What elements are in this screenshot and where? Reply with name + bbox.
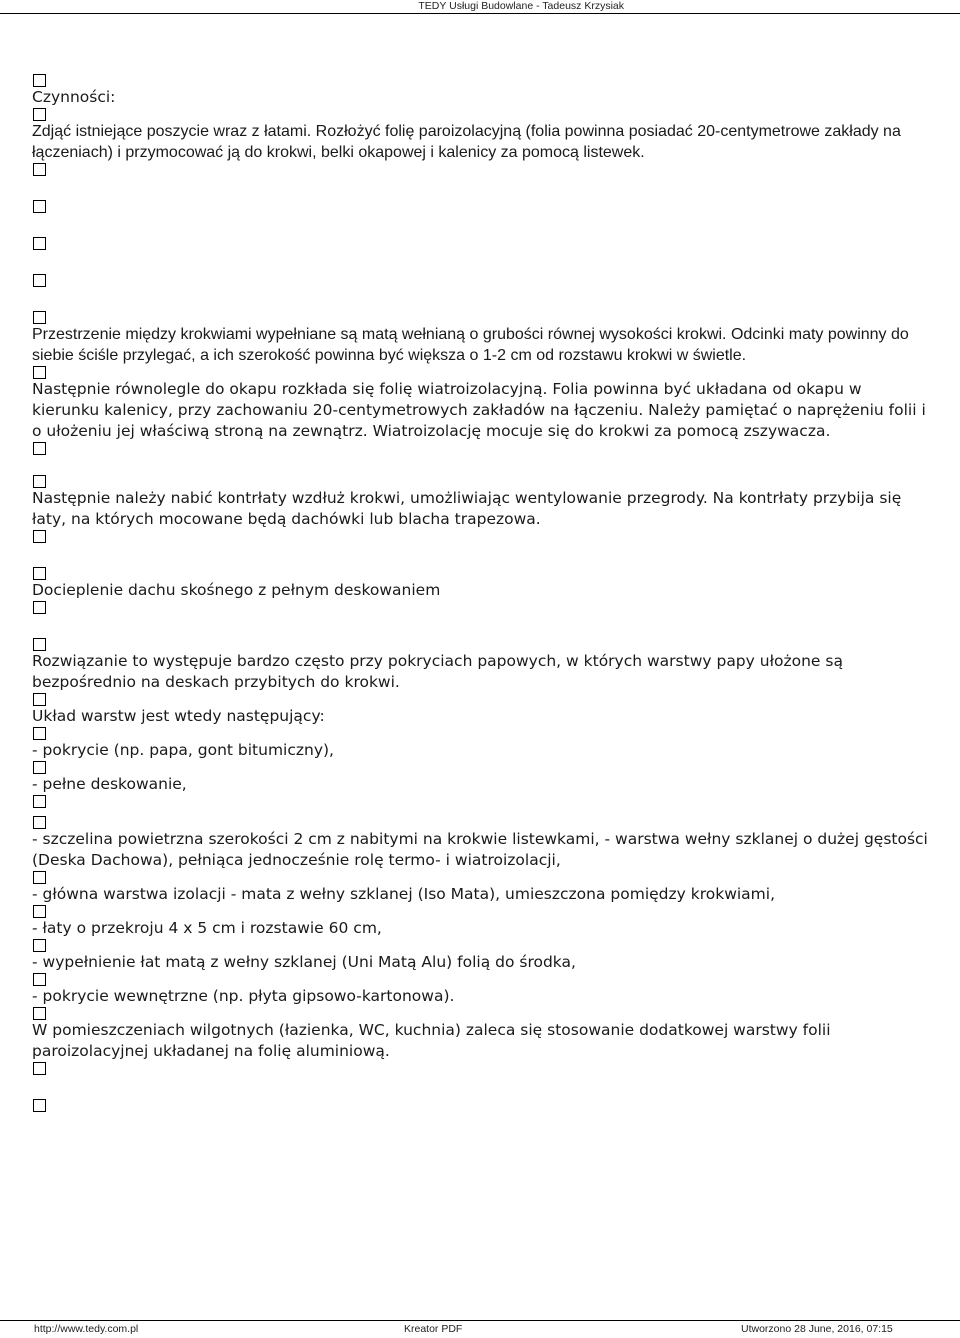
paragraph: Układ warstw jest wtedy następujący: [32,707,325,725]
paragraph: Przestrzenie między krokwiami wypełniane są matą wełnianą o grubości równej wysokości krokwi. Odcinki maty powinny do siebie ściśle przylegać, a ich szerokość powinna być większa o 1-2 cm od rozstawu krokwi w świetle. [32,326,909,364]
paragraph: Zdjąć istniejące poszycie wraz z łatami. Rozłożyć folię paroizolacyjną (folia powinna posiadać 20-centymetrowe zakłady na łączeniach) i przymocować ją do krokwi, belki okapowej i kalenicy za pomocą listewek. [32,123,901,161]
checkbox-icon [33,761,46,774]
list-item: - wypełnienie łat matą z wełny szklanej (Uni Matą Alu) folią do środka, [32,953,576,971]
checkbox-icon [33,816,46,829]
page-footer [0,1320,960,1338]
checkbox-icon [33,442,46,455]
checkbox-icon [33,1099,46,1112]
paragraph: W pomieszczeniach wilgotnych (łazienka, WC, kuchnia) zaleca się stosowanie dodatkowej warstwy folii paroizolacyjnej układanej na folię aluminiową. [32,1021,831,1060]
footer-rule [0,1320,960,1321]
checkbox-icon [33,1062,46,1075]
list-item: - pokrycie wewnętrzne (np. płyta gipsowo-kartonowa). [32,987,455,1005]
header-title: TEDY Usługi Budowlane - Tadeusz Krzysiak [418,0,624,12]
list-item: - szczelina powietrzna szerokości 2 cm z nabitymi na krokwie listewkami, - warstwa wełny szklanej o dużej gęstości (Deska Dachowa), pełniąca jednocześnie rolę termo- i wiatroizolacji, [32,830,928,869]
checkbox-icon [33,567,46,580]
checkbox-icon [33,939,46,952]
checkbox-icon [33,74,46,87]
checkbox-icon [33,871,46,884]
footer-generator: Kreator PDF [404,1323,463,1335]
checkbox-icon [33,108,46,121]
header-rule [0,13,960,14]
checkbox-icon [33,311,46,324]
list-item: - pełne deskowanie, [32,775,187,793]
footer-created: Utworzono 28 June, 2016, 07:15 [741,1323,893,1335]
footer-url-link[interactable]: http://www.tedy.com.pl [34,1323,139,1335]
paragraph: Następnie równolegle do okapu rozkłada się folię wiatroizolacyjną. Folia powinna być układana od okapu w kierunku kalenicy, przy zachowaniu 20-centymetrowych zakładów na łączeniu. Należy pamiętać o naprężeniu folii i o ułożeniu jej właściwą stroną na zewnątrz. Wiatroizolację mocuje się do krokwi za pomocą zszywacza. [32,380,926,440]
checkbox-icon [33,1007,46,1020]
list-item: - pokrycie (np. papa, gont bitumiczny), [32,741,334,759]
checkbox-icon [33,693,46,706]
page-header [0,0,960,18]
section-heading: Docieplenie dachu skośnego z pełnym deskowaniem [32,581,441,599]
checkbox-icon [33,973,46,986]
checkbox-icon [33,601,46,614]
checkbox-icon [33,727,46,740]
checkbox-icon [33,200,46,213]
checkbox-icon [33,237,46,250]
paragraph: Następnie należy nabić kontrłaty wzdłuż krokwi, umożliwiając wentylowanie przegrody. Na kontrłaty przybija się łaty, na których mocowane będą dachówki lub blacha trapezowa. [32,489,902,528]
paragraph: Czynności: [32,88,116,106]
checkbox-icon [33,163,46,176]
checkbox-icon [33,366,46,379]
list-item: - główna warstwa izolacji - mata z wełny szklanej (Iso Mata), umieszczona pomiędzy krokwiami, [32,885,776,903]
document-body [32,74,932,1112]
checkbox-icon [33,274,46,287]
list-item: - łaty o przekroju 4 x 5 cm i rozstawie 60 cm, [32,919,382,937]
checkbox-icon [33,905,46,918]
checkbox-icon [33,638,46,651]
paragraph: Rozwiązanie to występuje bardzo często przy pokryciach papowych, w których warstwy papy ułożone są bezpośrednio na deskach przybitych do krokwi. [32,652,843,691]
checkbox-icon [33,795,46,808]
checkbox-icon [33,530,46,543]
checkbox-icon [33,475,46,488]
